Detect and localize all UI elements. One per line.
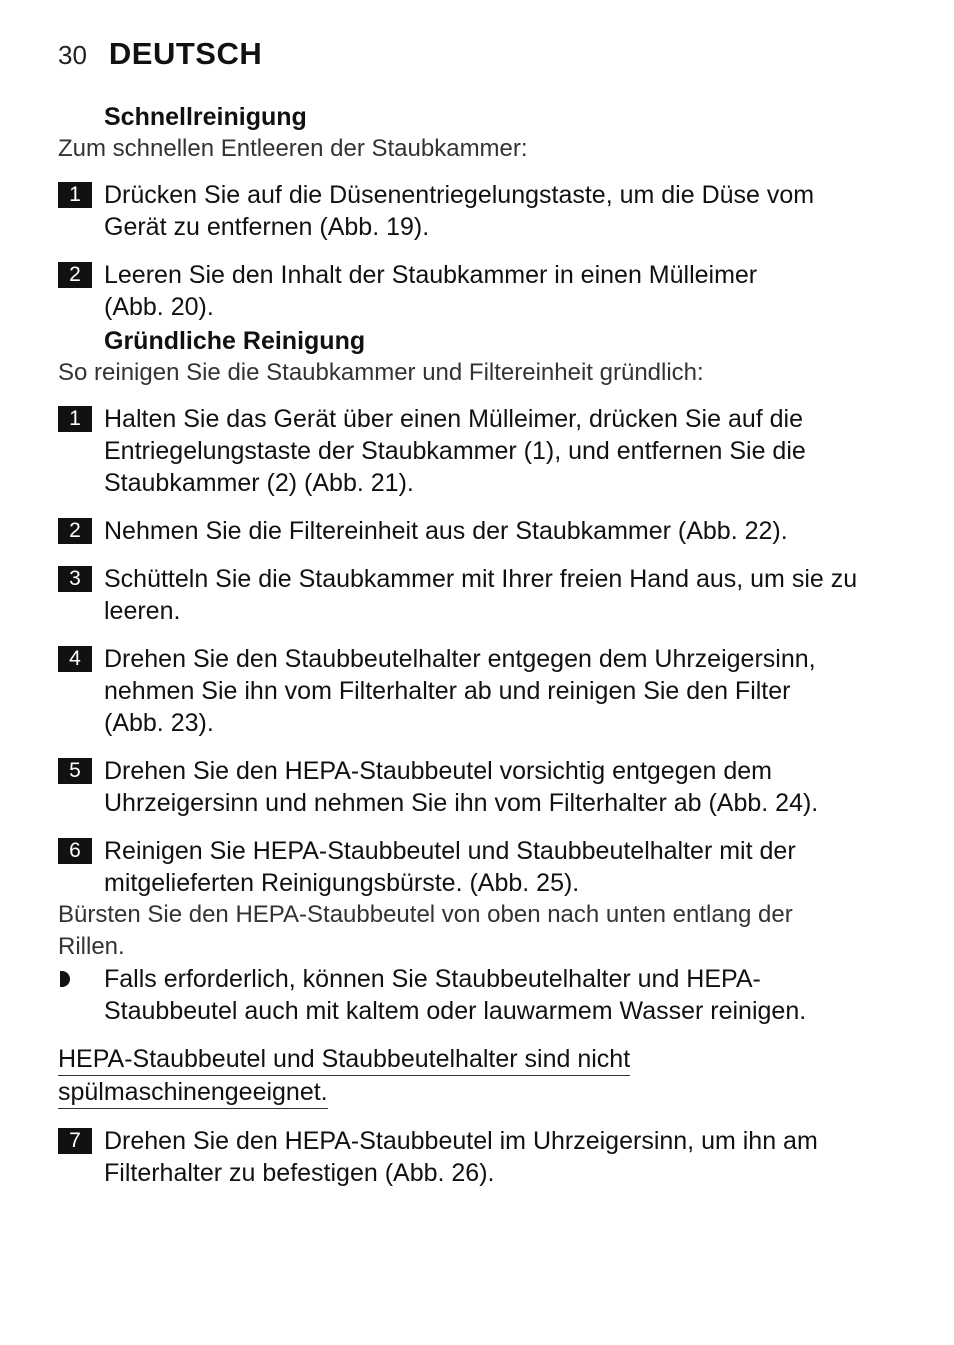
step-text-line: Uhrzeigersinn und nehmen Sie ihn vom Filterhalter ab (Abb. 24). bbox=[104, 789, 819, 817]
warning-text-line: spülmaschinengeeignet. bbox=[58, 1076, 328, 1109]
step-number: 2 bbox=[58, 262, 92, 288]
section-title-quick-clean: Schnellreinigung bbox=[104, 103, 307, 131]
step-number: 1 bbox=[58, 182, 92, 208]
section-title-thorough-clean: Gründliche Reinigung bbox=[104, 327, 366, 355]
language-heading: DEUTSCH bbox=[108, 36, 263, 71]
bullet-icon bbox=[60, 971, 70, 987]
step-item bbox=[58, 403, 898, 499]
bullet-text-line: Staubbeutel auch mit kaltem oder lauwarmem Wasser reinigen. bbox=[104, 997, 807, 1025]
step-number: 1 bbox=[58, 406, 92, 432]
step-text-line: Entriegelungstaste der Staubkammer (1), und entfernen Sie die bbox=[104, 437, 806, 465]
step-number: 2 bbox=[58, 518, 92, 544]
step-text-line: leeren. bbox=[104, 597, 181, 625]
step-text-line: Filterhalter zu befestigen (Abb. 26). bbox=[104, 1159, 495, 1187]
step-item bbox=[58, 643, 898, 739]
step-item bbox=[58, 179, 898, 243]
step-text-line: Nehmen Sie die Filtereinheit aus der Staubkammer (Abb. 22). bbox=[104, 517, 788, 545]
note-line: Bürsten Sie den HEPA-Staubbeutel von oben nach unten entlang der bbox=[58, 901, 793, 928]
step-text-line: Reinigen Sie HEPA-Staubbeutel und Staubbeutelhalter mit der bbox=[104, 837, 796, 865]
step-number: 5 bbox=[58, 758, 92, 784]
step-item bbox=[58, 1125, 898, 1189]
step-item bbox=[58, 515, 898, 547]
step-text-line: Schütteln Sie die Staubkammer mit Ihrer freien Hand aus, um sie zu bbox=[104, 565, 858, 593]
step-text-line: (Abb. 23). bbox=[104, 709, 214, 737]
step-text-line: mitgelieferten Reinigungsbürste. (Abb. 25). bbox=[104, 869, 580, 897]
step-item bbox=[58, 259, 898, 323]
section-lead-thorough-clean: So reinigen Sie die Staubkammer und Filtereinheit gründlich: bbox=[58, 359, 704, 386]
page-number: 30 bbox=[58, 40, 87, 70]
step-number: 3 bbox=[58, 566, 92, 592]
step-item bbox=[58, 755, 898, 819]
step-number: 6 bbox=[58, 838, 92, 864]
bullet-item bbox=[58, 963, 898, 1027]
step-text-line: Halten Sie das Gerät über einen Mülleimer, drücken Sie auf die bbox=[104, 405, 803, 433]
page-header bbox=[58, 36, 262, 72]
bullet-text-line: Falls erforderlich, können Sie Staubbeutelhalter und HEPA- bbox=[104, 965, 761, 993]
step-text-line: Drücken Sie auf die Düsenentriegelungstaste, um die Düse vom bbox=[104, 181, 815, 209]
step-number: 4 bbox=[58, 646, 92, 672]
step-text-line: nehmen Sie ihn vom Filterhalter ab und reinigen Sie den Filter bbox=[104, 677, 791, 705]
step-text-line: Leeren Sie den Inhalt der Staubkammer in einen Mülleimer bbox=[104, 261, 758, 289]
step-text-line: Staubkammer (2) (Abb. 21). bbox=[104, 469, 414, 497]
step-number: 7 bbox=[58, 1128, 92, 1154]
step-text-line: Drehen Sie den HEPA-Staubbeutel vorsichtig entgegen dem bbox=[104, 757, 773, 785]
warning-text-line: HEPA-Staubbeutel und Staubbeutelhalter sind nicht bbox=[58, 1043, 630, 1076]
step-text-line: Drehen Sie den HEPA-Staubbeutel im Uhrzeigersinn, um ihn am bbox=[104, 1127, 818, 1155]
page-content bbox=[58, 101, 898, 1189]
step-text-line: (Abb. 20). bbox=[104, 293, 214, 321]
step-item bbox=[58, 835, 898, 899]
warning-note bbox=[58, 1043, 630, 1109]
section-lead-quick-clean: Zum schnellen Entleeren der Staubkammer: bbox=[58, 135, 528, 162]
step-text-line: Drehen Sie den Staubbeutelhalter entgegen dem Uhrzeigersinn, bbox=[104, 645, 816, 673]
note-line: Rillen. bbox=[58, 933, 125, 960]
step-item bbox=[58, 563, 898, 627]
step-text-line: Gerät zu entfernen (Abb. 19). bbox=[104, 213, 430, 241]
